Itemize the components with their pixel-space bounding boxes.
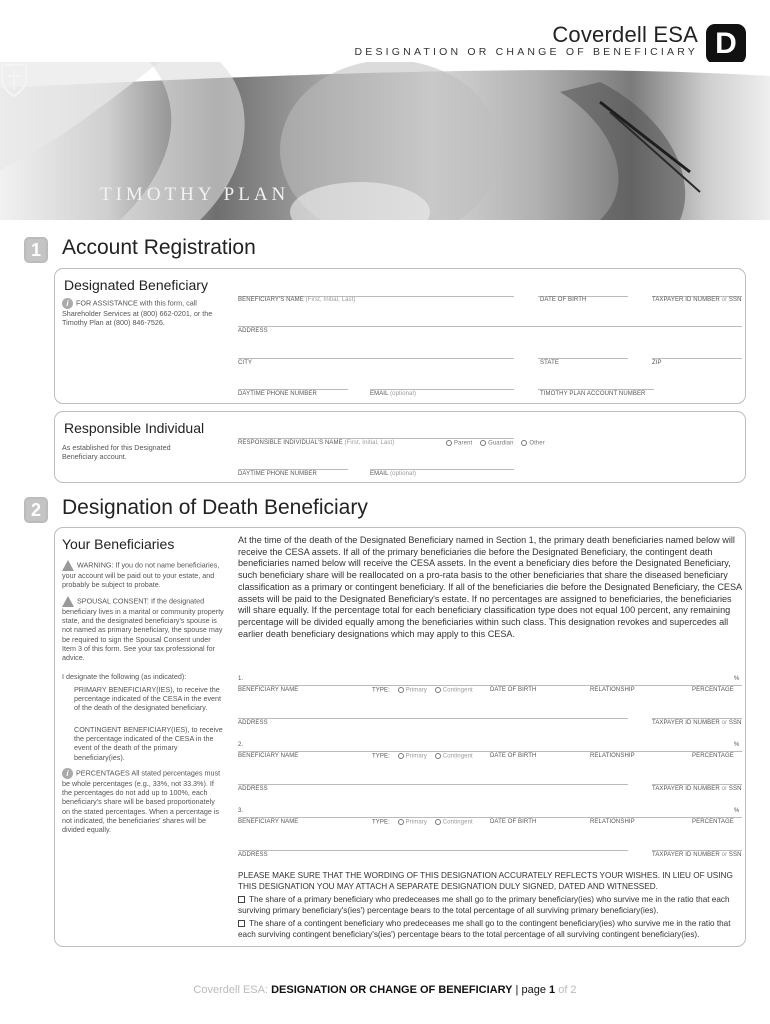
beneficiary-type-options: TYPE: Primary Contingent [372, 687, 473, 694]
beneficiary-relationship-label: RELATIONSHIP [590, 687, 635, 693]
percent-sign: % [734, 742, 740, 748]
page-header [0, 0, 770, 60]
beneficiary-1-row-field[interactable] [238, 685, 742, 686]
account-number-field[interactable] [538, 389, 654, 390]
beneficiary-taxid-label: TAXPAYER ID NUMBER or SSN [652, 852, 742, 858]
responsible-individual-note: As established for this Designated Beneficiary account. [62, 443, 171, 462]
beneficiary-percentage-label: PERCENTAGE [692, 819, 734, 825]
beneficiary-3-primary-radio[interactable] [398, 819, 404, 825]
beneficiary-dob-label: DATE OF BIRTH [540, 297, 587, 303]
beneficiary-3-address-field[interactable] [238, 850, 628, 851]
responsible-email-field[interactable] [370, 469, 514, 470]
beneficiary-phone-label: DAYTIME PHONE NUMBER [238, 391, 317, 397]
beneficiary-taxid-label: TAXPAYER ID NUMBER or SSN [652, 786, 742, 792]
section-2-title: Designation of Death Beneficiary [62, 496, 368, 519]
beneficiary-taxid-label: TAXPAYER ID NUMBER or SSN [652, 720, 742, 726]
beneficiary-name-label: BENEFICIARY NAME [238, 819, 299, 825]
beneficiary-dob-label: DATE OF BIRTH [490, 753, 537, 759]
warning-icon [62, 596, 74, 607]
beneficiary-address-label: ADDRESS [238, 720, 268, 726]
beneficiary-state-label: STATE [540, 360, 559, 366]
beneficiary-2-taxid-field[interactable] [652, 784, 742, 785]
responsible-phone-label: DAYTIME PHONE NUMBER [238, 471, 317, 477]
responsible-name-label: RESPONSIBLE INDIVIDUAL'S NAME (First, Initial, Last) [238, 440, 395, 446]
beneficiary-name-label: BENEFICIARY NAME [238, 753, 299, 759]
assistance-note: i FOR ASSISTANCE with this form, call Shareholder Services at (800) 662-0201, or the Timothy Plan at (800) 846-7526. [62, 298, 213, 328]
page-footer [0, 984, 770, 996]
beneficiary-relationship-label: RELATIONSHIP [590, 819, 635, 825]
relationship-options: Parent Guardian Other [440, 440, 545, 447]
warning-note: WARNING: If you do not name beneficiaries, your account will be paid out to your estate, and probably be subject to probate. [62, 560, 220, 590]
header-banner-photo [0, 62, 770, 220]
beneficiary-phone-field[interactable] [238, 389, 348, 390]
section-2-number: 2 [24, 497, 48, 523]
footer-separator: | [515, 984, 519, 996]
beneficiary-number: 3. [238, 808, 244, 814]
beneficiary-zip-field[interactable] [652, 358, 742, 359]
beneficiary-1-contingent-radio[interactable] [435, 687, 441, 693]
beneficiary-3-taxid-field[interactable] [652, 850, 742, 851]
form-letter-badge: D [706, 24, 746, 64]
parent-radio[interactable] [446, 440, 452, 446]
beneficiary-dob-label: DATE OF BIRTH [490, 819, 537, 825]
percent-sign: % [734, 676, 740, 682]
beneficiary-1-primary-radio[interactable] [398, 687, 404, 693]
beneficiary-city-label: CITY [238, 360, 253, 366]
your-beneficiaries-title: Your Beneficiaries [62, 536, 175, 552]
option-primary-checkbox[interactable] [238, 896, 245, 903]
designated-beneficiary-title: Designated Beneficiary [64, 277, 208, 293]
beneficiary-3-row-field[interactable] [238, 817, 742, 818]
beneficiary-state-field[interactable] [538, 358, 628, 359]
percentages-note: i PERCENTAGES All stated percentages must be whole percentages (e.g., 33%, not 33.3%). If the percentages do not add up to 100%, each beneficiary's share will be based proportionately on the stated percentages. When a percentage is not indicated, the beneficiaries' shares will be divided equally. [62, 768, 221, 835]
info-icon: i [62, 768, 73, 779]
beneficiary-2-contingent-radio[interactable] [435, 753, 441, 759]
beneficiary-1-taxid-field[interactable] [652, 718, 742, 719]
beneficiary-zip-label: ZIP [652, 360, 662, 366]
beneficiary-number: 1. [238, 676, 244, 682]
footer-title: DESIGNATION OR CHANGE OF BENEFICIARY [271, 984, 513, 996]
spousal-consent-note: SPOUSAL CONSENT: If the designated beneficiary lives in a marital or community property state, and the designated beneficiary's spouse is not named as primary beneficiary, the spouse may be required to sign the Spousal Consent under Item 3 of this form. See your tax professional for advice. [62, 596, 224, 663]
beneficiary-address-label: ADDRESS [238, 786, 268, 792]
beneficiary-type-options: TYPE: Primary Contingent [372, 819, 473, 826]
percent-sign: % [734, 808, 740, 814]
primary-definition: PRIMARY BENEFICIARY(IES), to receive the percentage indicated of the CESA in the event of the death of the designated beneficiary. [74, 685, 222, 713]
beneficiary-taxid-label: TAXPAYER ID NUMBER or SSN [652, 297, 742, 303]
beneficiary-percentage-label: PERCENTAGE [692, 753, 734, 759]
responsible-email-label: EMAIL (optional) [370, 471, 417, 477]
beneficiary-name-label: BENEFICIARY'S NAME (First, Initial, Last) [238, 297, 356, 303]
beneficiary-email-field[interactable] [370, 389, 514, 390]
beneficiary-address-label: ADDRESS [238, 328, 268, 334]
other-radio[interactable] [521, 440, 527, 446]
form-title: Coverdell ESA [552, 22, 698, 47]
beneficiary-email-label: EMAIL (optional) [370, 391, 417, 397]
beneficiary-address-field[interactable] [238, 326, 742, 327]
contingent-definition: CONTINGENT BENEFICIARY(IES), to receive the percentage indicated of the CESA in the event of the death of the primary beneficiary(ies). [74, 725, 223, 762]
beneficiary-dob-label: DATE OF BIRTH [490, 687, 537, 693]
designate-text: I designate the following (as indicated): [62, 672, 187, 681]
footer-page-word: page [521, 984, 546, 996]
form-subtitle: DESIGNATION OR CHANGE OF BENEFICIARY [354, 46, 698, 58]
timothy-plan-logo-icon [0, 62, 28, 98]
footer-page-of: of 2 [558, 984, 577, 996]
account-number-label: TIMOTHY PLAN ACCOUNT NUMBER [540, 391, 646, 397]
notice-text: PLEASE MAKE SURE THAT THE WORDING OF THIS DESIGNATION ACCURATELY REFLECTS YOUR WISHES. IN LIEU OF USING THIS DESIGNATION YOU MAY ATTACH A SEPARATE DESIGNATION DULY SIGNED, DATED AND WITNESSED. [238, 871, 733, 891]
beneficiary-percentage-label: PERCENTAGE [692, 687, 734, 693]
beneficiary-1-address-field[interactable] [238, 718, 628, 719]
guardian-radio[interactable] [480, 440, 486, 446]
section-1-number: 1 [24, 237, 48, 263]
beneficiary-name-label: BENEFICIARY NAME [238, 687, 299, 693]
footer-page-number: 1 [549, 984, 556, 996]
section-1-title: Account Registration [62, 236, 256, 259]
responsible-phone-field[interactable] [238, 469, 348, 470]
option-contingent: The share of a contingent beneficiary who predeceases me shall go to the contingent beneficiary(ies) who survive me in the ratio that each surviving contingent beneficiary's(ies') percentage bears to the total percentage of all surviving contingent beneficiary(ies). [238, 919, 731, 939]
info-icon: i [62, 298, 73, 309]
beneficiary-2-address-field[interactable] [238, 784, 628, 785]
beneficiary-address-label: ADDRESS [238, 852, 268, 858]
timothy-plan-logo-text: TIMOTHY PLAN [100, 184, 290, 205]
beneficiary-relationship-label: RELATIONSHIP [590, 753, 635, 759]
footer-brand: Coverdell ESA: [193, 984, 269, 996]
designation-intro-text: At the time of the death of the Designated Beneficiary named in Section 1, the primary death beneficiaries named below will receive the CESA assets. If all of the primary beneficiaries die before the Designated Beneficiary, the contingent death beneficiaries named below will receive the CESA assets. In the event a beneficiary dies before the Designated Beneficiary, such beneficiary share will be reallocated on a pro-rata basis to the other beneficiaries that share the diseased beneficiary classification as a primary or contingent beneficiary. If all of the beneficiaries die before the Designated Beneficiary, the CESA assets will be paid to the Designated Beneficiary's estate. If no percentages are assigned to beneficiaries, the beneficiaries will share equally. If the percentage total for each beneficiary classification type does not equal 100 percent, any remaining percentage will be divided equally among the beneficiaries within such class. This designation revokes and supercedes all earlier death beneficiary designations which may apply to this CESA. [238, 535, 742, 639]
option-primary: The share of a primary beneficiary who predeceases me shall go to the primary beneficiary(ies) who survive me in the ratio that each surviving primary beneficiary's(ies') percentage bears to the total percentage of all surviving primary beneficiary(ies). [238, 895, 730, 915]
warning-icon [62, 560, 74, 571]
responsible-name-field[interactable] [238, 438, 514, 439]
option-contingent-checkbox[interactable] [238, 920, 245, 927]
responsible-individual-title: Responsible Individual [64, 420, 205, 436]
beneficiary-city-field[interactable] [238, 358, 514, 359]
beneficiary-number: 2. [238, 742, 244, 748]
beneficiary-type-options: TYPE: Primary Contingent [372, 753, 473, 760]
beneficiary-2-primary-radio[interactable] [398, 753, 404, 759]
beneficiary-2-row-field[interactable] [238, 751, 742, 752]
beneficiary-3-contingent-radio[interactable] [435, 819, 441, 825]
